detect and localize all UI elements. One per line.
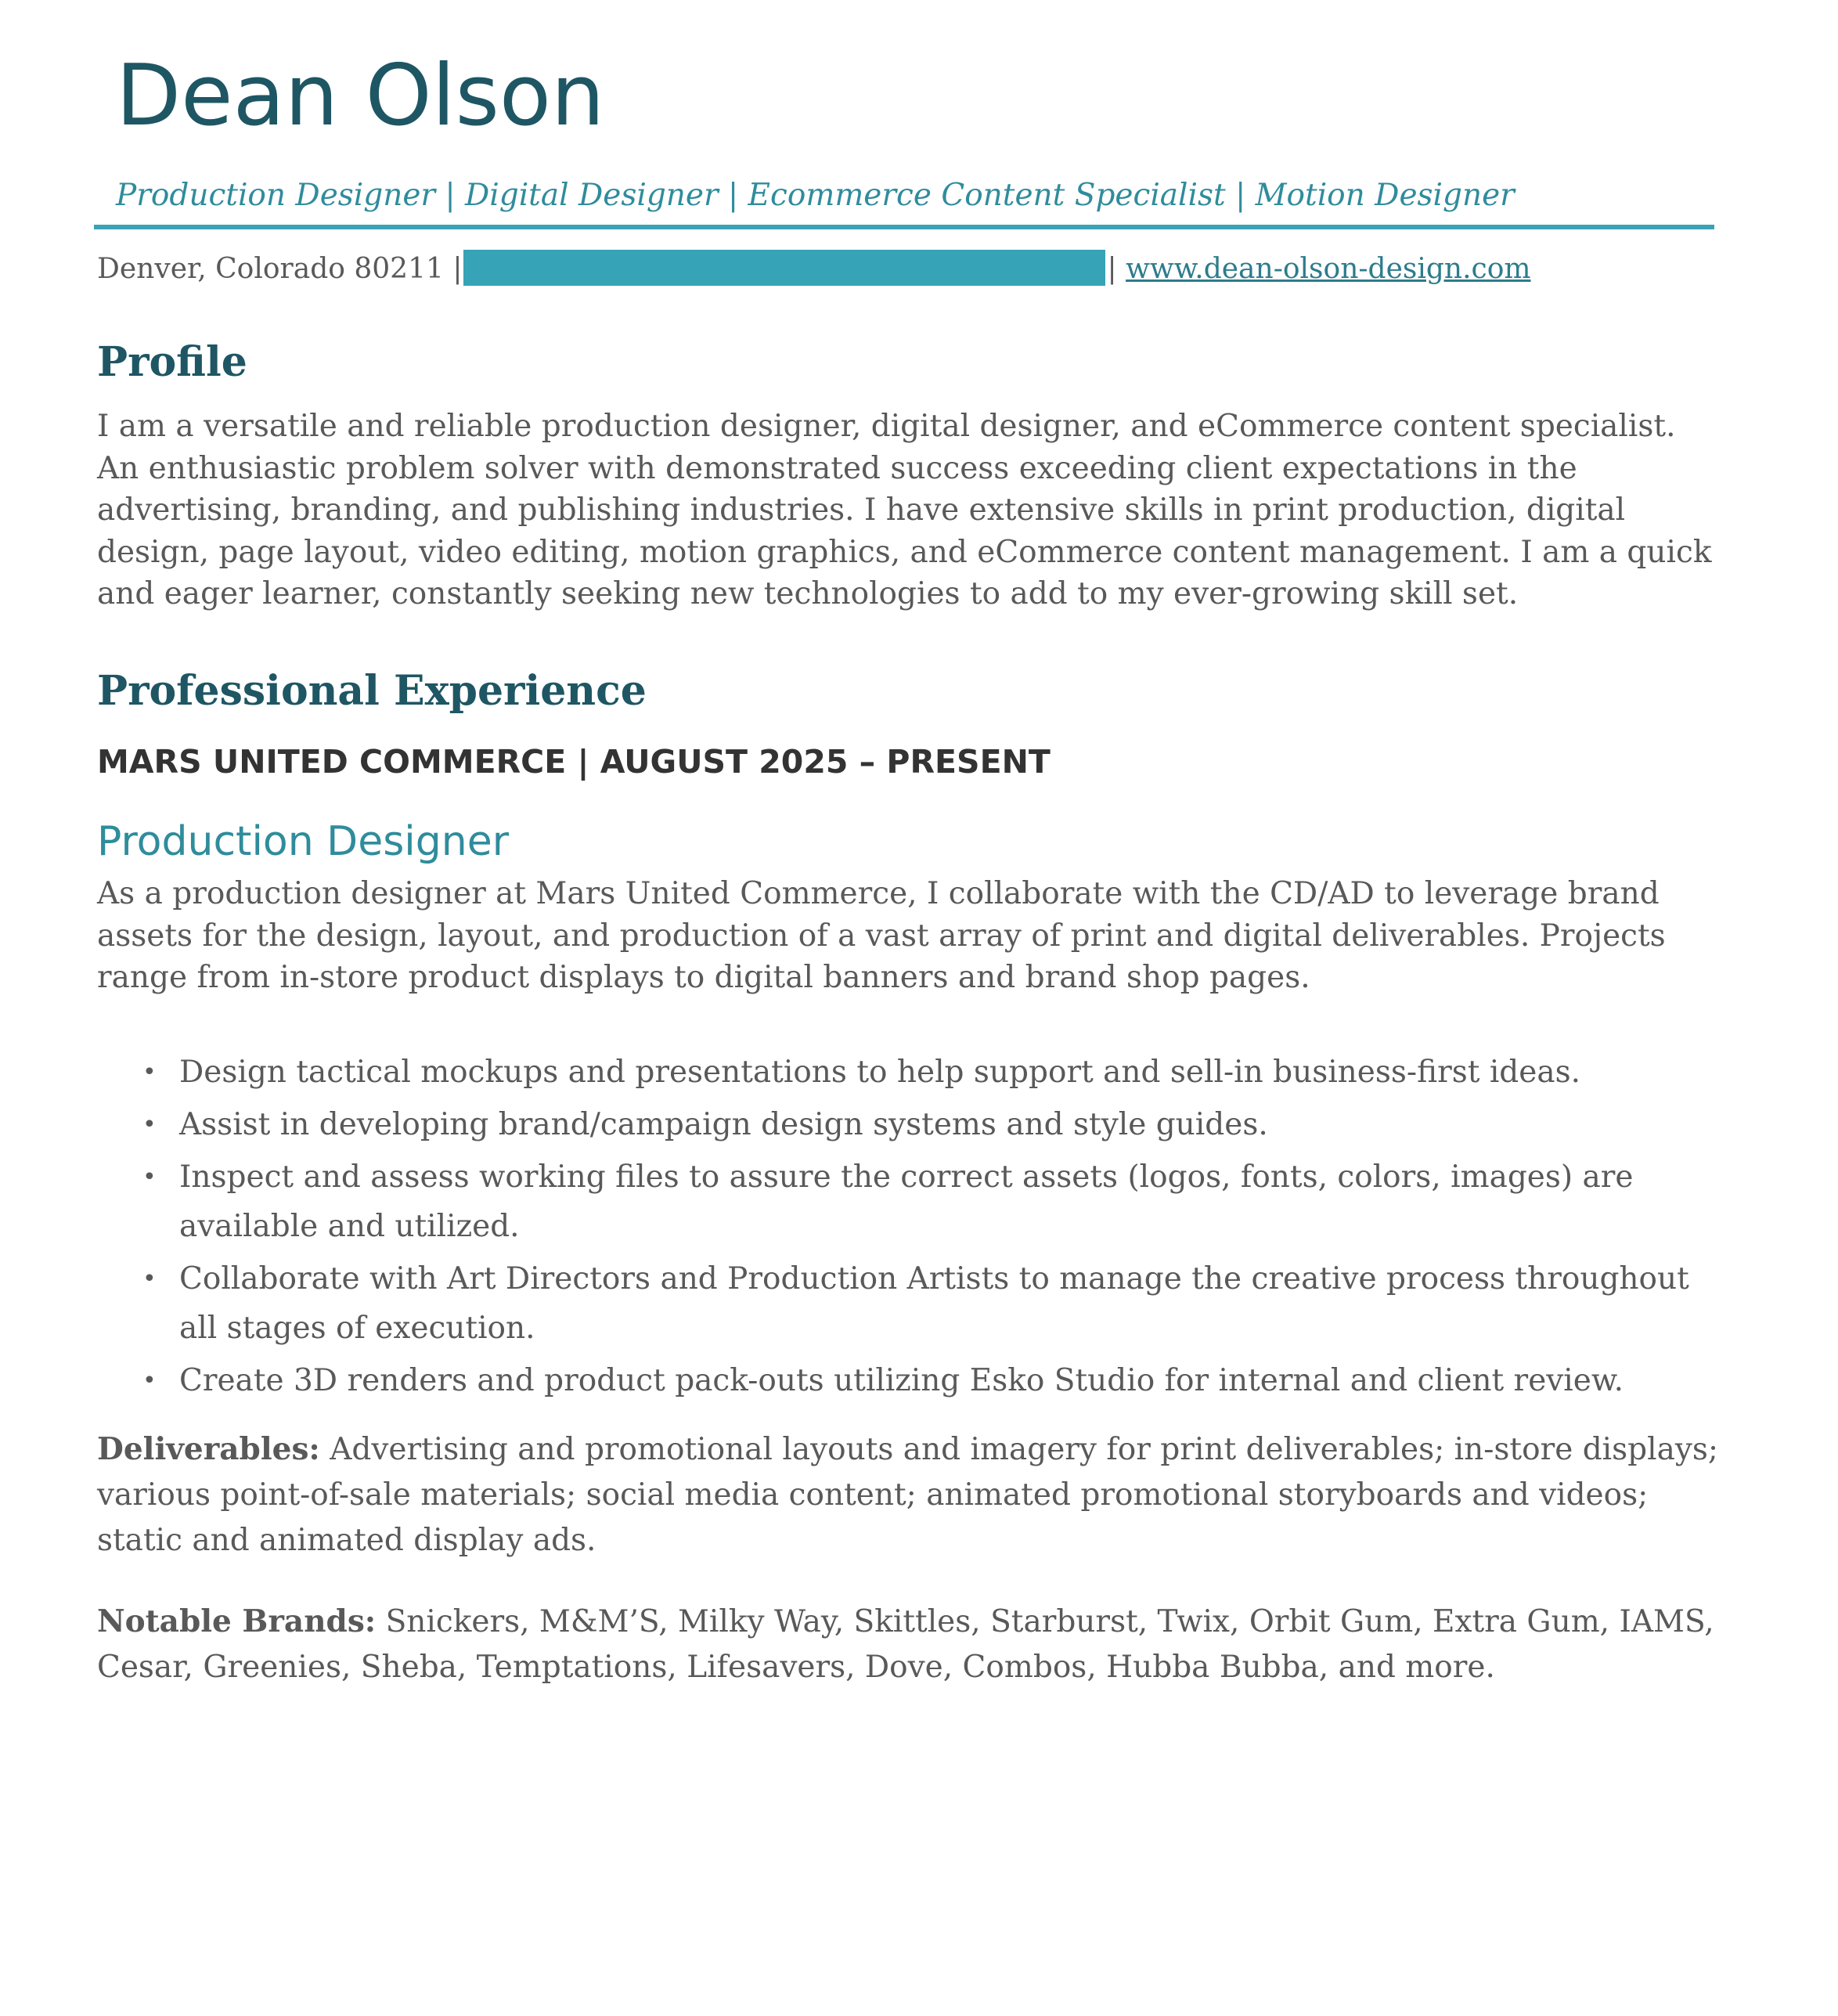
bullet-text: Create 3D renders and product pack-outs utilizing Esko Studio for internal and client review. <box>179 1363 1624 1398</box>
deliverables-label: Deliverables: <box>97 1431 320 1467</box>
bullet-dot: • <box>142 1058 157 1086</box>
bullet-dot: • <box>142 1265 157 1293</box>
bullet-text: Design tactical mockups and presentations to help support and sell-in business-first ideas. <box>179 1055 1581 1090</box>
company-line: MARS UNITED COMMERCE | AUGUST 2025 – PRESENT <box>97 743 1051 781</box>
list-item <box>97 1100 1733 1149</box>
bullet-dot: • <box>142 1111 157 1138</box>
job-summary: As a production designer at Mars United Commerce, I collaborate with the CD/AD to leverage brand assets for the design, layout, and production of a vast array of print and digital deliverables. Projects range from in-store product displays to digital banners and brand shop pages. <box>97 876 1666 995</box>
brands-label: Notable Brands: <box>97 1603 377 1639</box>
candidate-name: Dean Olson <box>116 47 605 145</box>
bullet-text: Inspect and assess working files to assure the correct assets (logos, fonts, colors, images) are available and utilized. <box>179 1159 1634 1244</box>
brands-paragraph <box>97 1599 1725 1690</box>
job-role: Production Designer <box>97 818 510 865</box>
experience-heading: Professional Experience <box>97 667 647 715</box>
contact-line <box>97 249 1531 290</box>
candidate-tagline: Production Designer | Digital Designer | Ecommerce Content Specialist | Motion Designer <box>116 178 1515 213</box>
list-item <box>97 1356 1733 1405</box>
header-divider <box>94 225 1714 229</box>
profile-heading: Profile <box>97 338 247 386</box>
redacted-contact-block <box>463 250 1105 286</box>
job-bullet-list <box>97 1048 1733 1408</box>
contact-location: Denver, Colorado 80211 | <box>97 253 463 285</box>
list-item <box>97 1254 1733 1353</box>
deliverables-text: Advertising and promotional layouts and imagery for print deliverables; in-store displays; various point-of-sale materials; social media content; animated promotional storyboards and videos; static and animated display ads. <box>97 1432 1719 1558</box>
list-item <box>97 1152 1733 1251</box>
bullet-text: Collaborate with Art Directors and Production Artists to manage the creative process throughout all stages of execution. <box>179 1261 1689 1346</box>
list-item <box>97 1048 1733 1097</box>
bullet-text: Assist in developing brand/campaign design systems and style guides. <box>179 1107 1268 1142</box>
contact-separator: | <box>1107 253 1117 285</box>
website-link[interactable]: www.dean-olson-design.com <box>1126 253 1531 285</box>
bullet-dot: • <box>142 1367 157 1394</box>
brands-text: Snickers, M&M’S, Milky Way, Skittles, Starburst, Twix, Orbit Gum, Extra Gum, IAMS, Cesar, Greenies, Sheba, Temptations, Lifesavers, Dove, Combos, Hubba Bubba, and more. <box>97 1604 1714 1685</box>
bullet-dot: • <box>142 1163 157 1191</box>
deliverables-paragraph <box>97 1426 1725 1563</box>
profile-text: I am a versatile and reliable production designer, digital designer, and eCommerce content specialist. An enthusiastic problem solver with demonstrated success exceeding client expectations in the advertising, branding, and publishing industries. I have extensive skills in print production, digital design, page layout, video editing, motion graphics, and eCommerce content management. I am a quick and eager learner, constantly seeking new technologies to add to my ever-growing skill set. <box>97 409 1712 611</box>
